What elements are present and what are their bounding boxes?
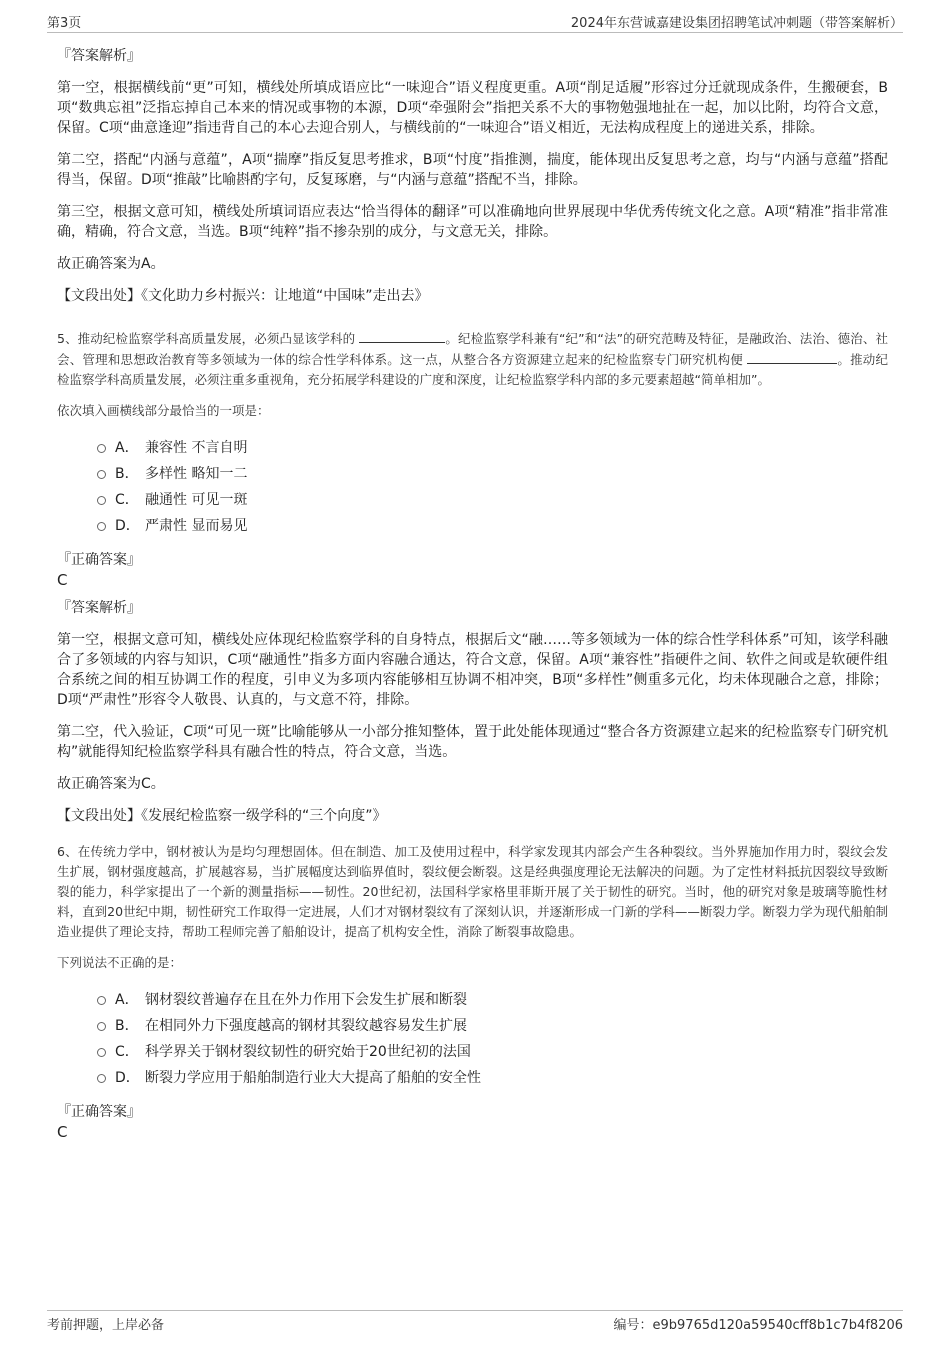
radio-icon[interactable] <box>97 444 106 453</box>
analysis-label: 『答案解析』 <box>57 48 141 64</box>
option-b[interactable] <box>97 460 888 486</box>
option-letter: C． <box>115 1044 139 1060</box>
option-text: 科学界关于钢材裂纹韧性的研究始于20世纪初的法国 <box>145 1044 471 1060</box>
radio-icon[interactable] <box>97 496 106 505</box>
option-d[interactable] <box>97 512 888 538</box>
option-text: 融通性 可见一斑 <box>145 492 248 508</box>
option-text: 在相同外力下强度越高的钢材其裂纹越容易发生扩展 <box>145 1018 467 1034</box>
stem-part: 。纪检监察学科兼有“纪”和“法”的研究范畴及特征，是融政治、法治、德治、社会、管理和思想政治教育等多领域为一体的综合性学科体系。这一点，从整合各方资源建立起来的纪检监察专门研究机构便 <box>57 331 888 367</box>
radio-icon[interactable] <box>97 522 106 531</box>
conclusion: 故正确答案为C。 <box>57 776 165 792</box>
analysis-paragraph: 第一空，根据横线前“更”可知，横线处所填成语应比“一味迎合”语义程度更重。A项“削足适履”形容过分迁就现成条件，生搬硬套，B项“数典忘祖”泛指忘掉自己本来的情况或事物的本源，D项“牵强附会”指把关系不大的事物勉强地扯在一起，加以比附，均符合文意，保留。C项“曲意逢迎”指违背自己的本心去迎合别人，与横线前的“一味迎合”语义相近，无法构成程度上的递进关系，排除。 <box>57 80 888 136</box>
question-prompt: 依次填入画横线部分最恰当的一项是： <box>57 403 270 418</box>
option-b[interactable] <box>97 1012 888 1038</box>
conclusion: 故正确答案为A。 <box>57 256 165 272</box>
correct-answer: C <box>57 1123 68 1141</box>
option-text: 钢材裂纹普遍存在且在外力作用下会发生扩展和断裂 <box>145 992 467 1008</box>
radio-icon[interactable] <box>97 1022 106 1031</box>
fill-blank <box>747 349 837 364</box>
analysis-paragraph: 第三空，根据文意可知，横线处所填词语应表达“恰当得体的翻译”可以准确地向世界展现中华优秀传统文化之意。A项“精准”指非常准确，精确，符合文意，当选。B项“纯粹”指不掺杂别的成分，与文意无关，排除。 <box>57 204 888 240</box>
question-prompt: 下列说法不正确的是： <box>57 955 183 970</box>
option-a[interactable] <box>97 986 888 1012</box>
option-letter: C． <box>115 492 139 508</box>
option-c[interactable] <box>97 1038 888 1064</box>
option-letter: A． <box>115 992 139 1008</box>
option-letter: A． <box>115 440 139 456</box>
option-letter: D． <box>115 1070 140 1086</box>
analysis-paragraph: 第二空，搭配“内涵与意蕴”，A项“揣摩”指反复思考推求，B项“忖度”指推测，揣度，能体现出反复思考之意，均与“内涵与意蕴”搭配得当，保留。D项“推敲”比喻斟酌字句，反复琢磨，与“内涵与意蕴”搭配不当，排除。 <box>57 152 888 188</box>
analysis-paragraph: 第一空，根据文意可知，横线处应体现纪检监察学科的自身特点，根据后文“融……等多领域为一体的综合性学科体系”可知，该学科融合了多领域的内容与知识，C项“融通性”指多方面内容融合通达，符合文意，保留。A项“兼容性”指硬件之间、软件之间或是软硬件组合系统之间的相互协调工作的程度，引申义为多项内容能够相互协调不相冲突，B项“多样性”侧重多元化，均未体现融合之意，排除；D项“严肃性”形容令人敬畏、认真的，与文意不符，排除。 <box>57 632 888 708</box>
answer-label: 『正确答案』 <box>57 1104 141 1120</box>
source-citation: 【文段出处】《发展纪检监察一级学科的“三个向度”》 <box>57 808 387 824</box>
analysis-paragraph: 第二空，代入验证，C项“可见一斑”比喻能够从一小部分推知整体，置于此处能体现通过“整合各方资源建立起来的纪检监察专门研究机构”就能得知纪检监察学科具有融合性的特点，符合文意，当选。 <box>57 724 888 760</box>
page-content <box>57 46 888 1150</box>
stem-part: 5、推动纪检监察学科高质量发展，必须凸显该学科的 <box>57 331 356 346</box>
option-text: 多样性 略知一二 <box>145 466 248 482</box>
correct-answer: C <box>57 571 68 589</box>
option-text: 严肃性 显而易见 <box>145 518 248 534</box>
option-letter: D． <box>115 518 140 534</box>
page-number: 第3页 <box>47 16 82 31</box>
option-letter: B． <box>115 1018 139 1034</box>
option-text: 断裂力学应用于船舶制造行业大大提高了船舶的安全性 <box>145 1070 481 1086</box>
document-title: 2024年东营诚嘉建设集团招聘笔试冲刺题（带答案解析） <box>570 16 903 31</box>
options-list <box>97 434 888 538</box>
radio-icon[interactable] <box>97 1074 106 1083</box>
analysis-label: 『答案解析』 <box>57 600 141 616</box>
options-list <box>97 986 888 1090</box>
fill-blank <box>359 328 445 343</box>
radio-icon[interactable] <box>97 1048 106 1057</box>
radio-icon[interactable] <box>97 470 106 479</box>
question-stem: 6、在传统力学中，钢材被认为是均匀理想固体。但在制造、加工及使用过程中，科学家发现其内部会产生各种裂纹。当外界施加作用力时，裂纹会发生扩展，钢材强度越高，扩展越容易，当扩展幅度达到临界值时，裂纹便会断裂。这是经典强度理论无法解决的问题。为了定性材料抵抗因裂纹导致断裂的能力，科学家提出了一个新的测量指标——韧性。20世纪初，法国科学家格里菲斯开展了关于韧性的研究。当时，他的研究对象是玻璃等脆性材料，直到20世纪中期，韧性研究工作取得一定进展，人们才对钢材裂纹有了深刻认识，并逐渐形成一门新的学科——断裂力学。断裂力学为现代船舶制造业提供了理论支持，帮助工程师完善了船舶设计，提高了机构安全性，消除了断裂事故隐患。 <box>57 844 888 939</box>
page-header <box>47 10 903 33</box>
page-footer <box>47 1310 903 1335</box>
answer-label: 『正确答案』 <box>57 552 141 568</box>
source-citation: 【文段出处】《文化助力乡村振兴：让地道“中国味”走出去》 <box>57 288 429 304</box>
option-text: 兼容性 不言自明 <box>145 440 248 456</box>
option-a[interactable] <box>97 434 888 460</box>
question-stem <box>57 328 888 390</box>
option-letter: B． <box>115 466 139 482</box>
option-c[interactable] <box>97 486 888 512</box>
option-d[interactable] <box>97 1064 888 1090</box>
document-id: 编号：e9b9765d120a59540cff8b1c7b4f8206 <box>613 1318 903 1333</box>
radio-icon[interactable] <box>97 996 106 1005</box>
footer-slogan: 考前押题，上岸必备 <box>47 1318 165 1333</box>
stem-part: 。推动纪检监察学科高质量发展，必须注重多重视角，充分拓展学科建设的广度和深度，让纪检监察学科内部的多元要素超越“简单相加”。 <box>57 352 888 387</box>
